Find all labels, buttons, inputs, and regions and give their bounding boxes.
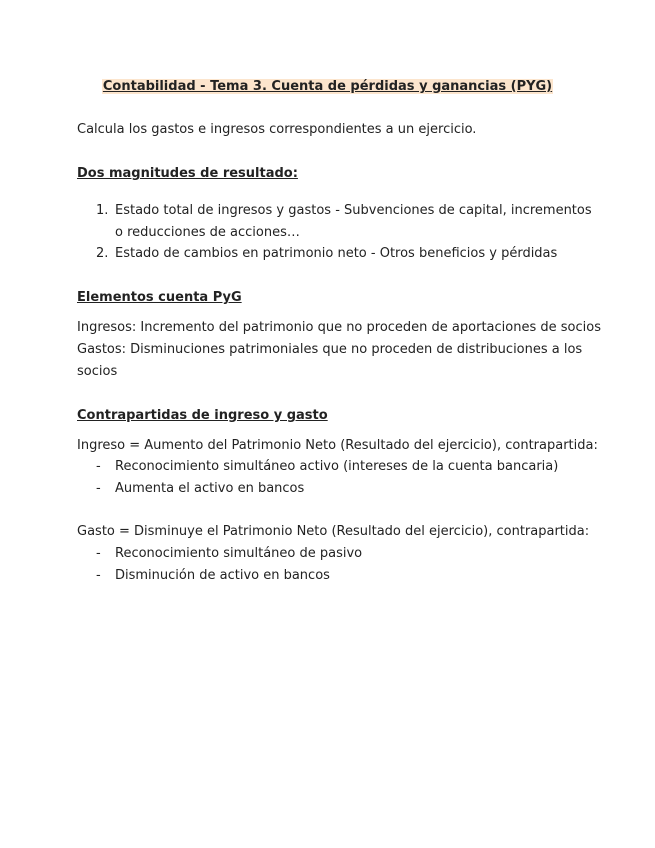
section-heading-magnitudes: Dos magnitudes de resultado: [77, 166, 298, 181]
section-heading-contrapartidas: Contrapartidas de ingreso y gasto [77, 408, 328, 423]
title-text: Contabilidad - Tema 3. Cuenta de pérdidas y ganancias (PYG) [102, 79, 553, 94]
elementos-line-3: socios [77, 364, 118, 379]
list-item-1-line-1: Estado total de ingresos y gastos - Subvenciones de capital, incrementos [115, 203, 592, 218]
page-title [0, 77, 655, 97]
ingreso-bullet-2: Aumenta el activo en bancos [115, 481, 305, 496]
gasto-bullet-2: Disminución de activo en bancos [115, 568, 330, 583]
elementos-line-2: Gastos: Disminuciones patrimoniales que no proceden de distribuciones a los [77, 342, 583, 357]
ingreso-paragraph: Ingreso = Aumento del Patrimonio Neto (Resultado del ejercicio), contrapartida: [77, 438, 598, 453]
list-number-2: 2. [96, 246, 109, 261]
gasto-paragraph: Gasto = Disminuye el Patrimonio Neto (Resultado del ejercicio), contrapartida: [77, 524, 590, 539]
ingreso-bullet-1: Reconocimiento simultáneo activo (intereses de la cuenta bancaria) [115, 459, 559, 474]
bullet-dash: - [96, 481, 101, 496]
bullet-dash: - [96, 568, 101, 583]
section-heading-elementos: Elementos cuenta PyG [77, 290, 242, 305]
list-item-1-line-2: o reducciones de acciones… [115, 225, 300, 240]
intro-paragraph: Calcula los gastos e ingresos correspondientes a un ejercicio. [77, 122, 477, 137]
elementos-line-1: Ingresos: Incremento del patrimonio que no proceden de aportaciones de socios [77, 320, 601, 335]
bullet-dash: - [96, 459, 101, 474]
gasto-bullet-1: Reconocimiento simultáneo de pasivo [115, 546, 363, 561]
list-item-2-line-1: Estado de cambios en patrimonio neto - Otros beneficios y pérdidas [115, 246, 558, 261]
bullet-dash: - [96, 546, 101, 561]
list-number-1: 1. [96, 203, 109, 218]
